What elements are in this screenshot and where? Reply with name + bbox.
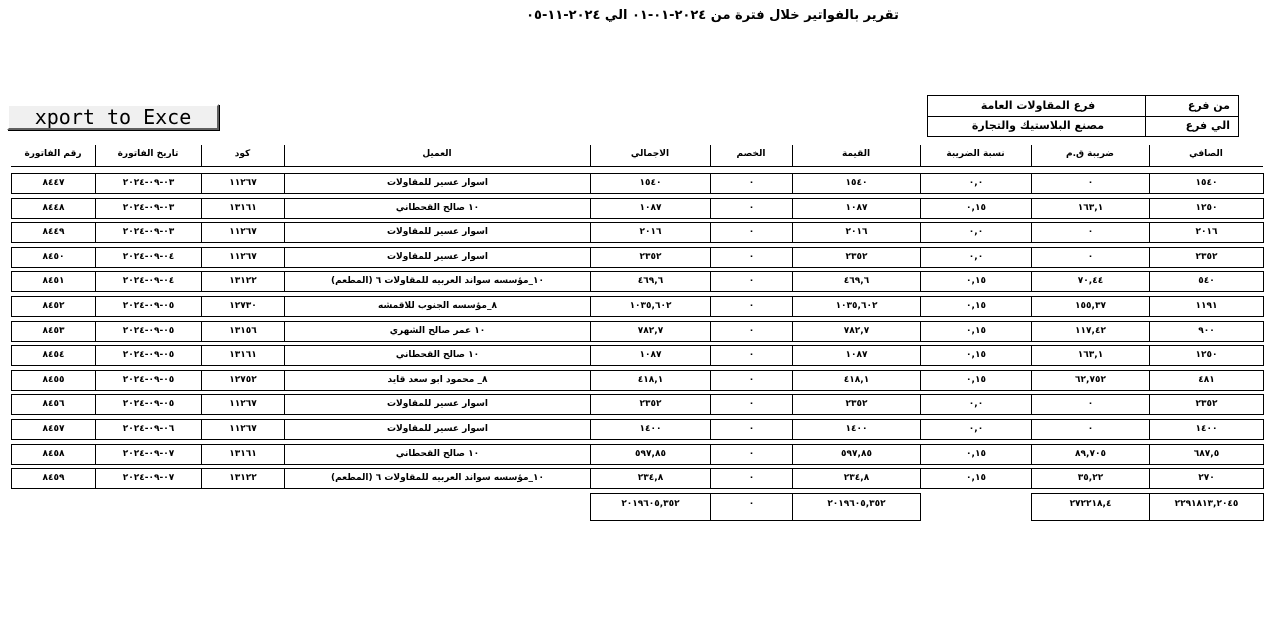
table-row[interactable]	[11, 345, 1263, 366]
cell-customer: اسوار عسير للمقاولات	[284, 222, 591, 243]
cell-total: ١٥٤٠	[590, 173, 711, 194]
cell-value: ١٥٤٠	[792, 173, 921, 194]
header-column-separator	[920, 145, 921, 167]
cell-invoice-date: ٠٥-٠٩-٢٠٢٤	[95, 321, 202, 342]
cell-vat: ٨٩,٧٠٥	[1031, 444, 1150, 465]
cell-invoice-date: ٠٧-٠٩-٢٠٢٤	[95, 468, 202, 489]
cell-net: ١٥٤٠	[1149, 173, 1264, 194]
cell-invoice-no: ٨٤٥٥	[11, 370, 96, 391]
cell-net: ١١٩١	[1149, 296, 1264, 317]
cell-tax-rate: ٠,٠	[920, 394, 1032, 415]
cell-code: ١٣١٢٢	[201, 271, 285, 292]
cell-customer: اسوار عسير للمقاولات	[284, 419, 591, 440]
table-row[interactable]	[11, 222, 1263, 243]
cell-net: ٥٤٠	[1149, 271, 1264, 292]
cell-vat: ٠	[1031, 419, 1150, 440]
cell-vat: ٠	[1031, 394, 1150, 415]
cell-discount: ٠	[710, 222, 793, 243]
cell-vat: ٠	[1031, 247, 1150, 268]
cell-customer: ٨_ محمود ابو سعد قايد	[284, 370, 591, 391]
cell-net: ٢٠١٦	[1149, 222, 1264, 243]
cell-value: ١٤٠٠	[792, 419, 921, 440]
cell-value: ٤٦٩,٦	[792, 271, 921, 292]
table-row[interactable]	[11, 247, 1263, 268]
total-total: ٢٠١٩٦٠٥,٣٥٢	[590, 493, 711, 521]
header-invoice-date: تاريخ الفاتورة	[95, 145, 201, 167]
header-tax-rate: نسبة الضريبة	[920, 145, 1031, 167]
total-discount: ٠	[710, 493, 793, 521]
cell-code: ١٣١٦١	[201, 345, 285, 366]
header-customer: العميل	[284, 145, 590, 167]
table-row[interactable]	[11, 370, 1263, 391]
cell-invoice-no: ٨٤٥٨	[11, 444, 96, 465]
cell-discount: ٠	[710, 370, 793, 391]
cell-total: ١٠٨٧	[590, 345, 711, 366]
cell-invoice-date: ٠٥-٠٩-٢٠٢٤	[95, 296, 202, 317]
cell-invoice-no: ٨٤٥٦	[11, 394, 96, 415]
cell-discount: ٠	[710, 173, 793, 194]
cell-net: ٤٨١	[1149, 370, 1264, 391]
cell-net: ٢٣٥٢	[1149, 247, 1264, 268]
header-code: كود	[201, 145, 284, 167]
total-value: ٢٠١٩٦٠٥,٣٥٢	[792, 493, 921, 521]
cell-tax-rate: ٠,٠	[920, 247, 1032, 268]
cell-invoice-no: ٨٤٥٩	[11, 468, 96, 489]
cell-code: ١٣١٦١	[201, 444, 285, 465]
cell-discount: ٠	[710, 296, 793, 317]
header-column-separator	[1149, 145, 1150, 167]
cell-code: ١٣١٢٢	[201, 468, 285, 489]
cell-vat: ١٥٥,٣٧	[1031, 296, 1150, 317]
cell-customer: ١٠ صالح القحطاني	[284, 198, 591, 219]
table-header-row	[11, 145, 1263, 166]
cell-tax-rate: ٠,٠	[920, 222, 1032, 243]
cell-net: ٢٧٠	[1149, 468, 1264, 489]
cell-customer: ١٠_مؤسسه سواند العربيه للمقاولات ٦ (المطعم)	[284, 271, 591, 292]
cell-tax-rate: ٠,١٥	[920, 198, 1032, 219]
cell-total: ١٠٨٧	[590, 198, 711, 219]
from-branch-label: من فرع	[1187, 99, 1230, 112]
cell-invoice-date: ٠٣-٠٩-٢٠٢٤	[95, 222, 202, 243]
cell-invoice-date: ٠٤-٠٩-٢٠٢٤	[95, 247, 202, 268]
cell-vat: ١٦٣,١	[1031, 345, 1150, 366]
cell-customer: اسوار عسير للمقاولات	[284, 394, 591, 415]
table-row[interactable]	[11, 468, 1263, 489]
cell-discount: ٠	[710, 247, 793, 268]
cell-discount: ٠	[710, 198, 793, 219]
cell-invoice-no: ٨٤٥٠	[11, 247, 96, 268]
cell-customer: اسوار عسير للمقاولات	[284, 173, 591, 194]
cell-invoice-no: ٨٤٤٨	[11, 198, 96, 219]
cell-code: ١١٢٦٧	[201, 222, 285, 243]
cell-net: ١٢٥٠	[1149, 198, 1264, 219]
table-row[interactable]	[11, 271, 1263, 292]
header-column-separator	[710, 145, 711, 167]
cell-invoice-no: ٨٤٥٧	[11, 419, 96, 440]
to-branch-label: الي فرع	[1185, 119, 1230, 132]
cell-vat: ٠	[1031, 222, 1150, 243]
to-branch-value[interactable]: مصنع البلاستيك والتجارة	[971, 119, 1105, 132]
cell-net: ٦٨٧,٥	[1149, 444, 1264, 465]
table-row[interactable]	[11, 321, 1263, 342]
total-net: ٢٢٩١٨١٣,٢٠٤٥	[1149, 493, 1264, 521]
report-title: تقرير بالفواتير خلال فترة من ٢٠٢٤-٠١-٠١ الي ٢٠٢٤-١١-٠٥	[526, 8, 899, 23]
cell-code: ١٢٧٣٠	[201, 296, 285, 317]
cell-total: ٢٠١٦	[590, 222, 711, 243]
header-column-separator	[792, 145, 793, 167]
cell-net: ٢٣٥٢	[1149, 394, 1264, 415]
from-branch-value[interactable]: فرع المقاولات العامة	[980, 99, 1096, 112]
header-column-separator	[1031, 145, 1032, 167]
cell-total: ٤٦٩,٦	[590, 271, 711, 292]
header-invoice-no: رقم الفاتورة	[11, 145, 95, 167]
cell-total: ١٤٠٠	[590, 419, 711, 440]
cell-vat: ١١٧,٤٢	[1031, 321, 1150, 342]
table-row[interactable]	[11, 394, 1263, 415]
from-branch-row	[928, 96, 1238, 117]
header-value: القيمة	[792, 145, 920, 167]
header-net: الصافي	[1149, 145, 1263, 167]
cell-vat: ٧٠,٤٤	[1031, 271, 1150, 292]
cell-invoice-date: ٠٣-٠٩-٢٠٢٤	[95, 173, 202, 194]
cell-tax-rate: ٠,١٥	[920, 321, 1032, 342]
cell-invoice-date: ٠٥-٠٩-٢٠٢٤	[95, 370, 202, 391]
cell-discount: ٠	[710, 345, 793, 366]
cell-total: ٢٣٤,٨	[590, 468, 711, 489]
cell-total: ٢٣٥٢	[590, 247, 711, 268]
header-column-separator	[95, 145, 96, 167]
cell-discount: ٠	[710, 444, 793, 465]
cell-invoice-date: ٠٥-٠٩-٢٠٢٤	[95, 345, 202, 366]
cell-tax-rate: ٠,٠	[920, 173, 1032, 194]
cell-total: ٢٣٥٢	[590, 394, 711, 415]
cell-value: ١٠٨٧	[792, 345, 921, 366]
cell-customer: ١٠ صالح القحطاني	[284, 345, 591, 366]
header-column-separator	[201, 145, 202, 167]
cell-value: ٢٣٥٢	[792, 247, 921, 268]
cell-net: ١٤٠٠	[1149, 419, 1264, 440]
cell-value: ٢٠١٦	[792, 222, 921, 243]
cell-code: ١٣١٦١	[201, 198, 285, 219]
cell-tax-rate: ٠,٠	[920, 419, 1032, 440]
cell-invoice-no: ٨٤٥٤	[11, 345, 96, 366]
to-branch-row	[928, 116, 1238, 136]
cell-customer: اسوار عسير للمقاولات	[284, 247, 591, 268]
cell-code: ١١٢٦٧	[201, 247, 285, 268]
table-row[interactable]	[11, 296, 1263, 317]
cell-value: ٢٣٥٢	[792, 394, 921, 415]
header-discount: الخصم	[710, 145, 792, 167]
cell-tax-rate: ٠,١٥	[920, 271, 1032, 292]
cell-code: ١٣١٥٦	[201, 321, 285, 342]
cell-discount: ٠	[710, 394, 793, 415]
table-row[interactable]	[11, 173, 1263, 194]
cell-vat: ٣٥,٢٢	[1031, 468, 1150, 489]
cell-vat: ٦٢,٧٥٢	[1031, 370, 1150, 391]
cell-tax-rate: ٠,١٥	[920, 444, 1032, 465]
cell-total: ٤١٨,١	[590, 370, 711, 391]
cell-customer: ٨_مؤسسه الجنوب للاقمشه	[284, 296, 591, 317]
cell-value: ١٠٨٧	[792, 198, 921, 219]
cell-invoice-no: ٨٤٥١	[11, 271, 96, 292]
cell-invoice-no: ٨٤٥٢	[11, 296, 96, 317]
cell-invoice-no: ٨٤٥٣	[11, 321, 96, 342]
cell-invoice-date: ٠٤-٠٩-٢٠٢٤	[95, 271, 202, 292]
cell-tax-rate: ٠,١٥	[920, 345, 1032, 366]
cell-vat: ١٦٣,١	[1031, 198, 1150, 219]
table-row[interactable]	[11, 444, 1263, 465]
cell-invoice-date: ٠٧-٠٩-٢٠٢٤	[95, 444, 202, 465]
cell-code: ١٢٧٥٢	[201, 370, 285, 391]
cell-customer: ١٠ عمر صالح الشهري	[284, 321, 591, 342]
cell-total: ٧٨٢,٧	[590, 321, 711, 342]
cell-invoice-date: ٠٥-٠٩-٢٠٢٤	[95, 394, 202, 415]
table-row[interactable]	[11, 419, 1263, 440]
cell-vat: ٠	[1031, 173, 1150, 194]
cell-tax-rate: ٠,١٥	[920, 370, 1032, 391]
cell-customer: ١٠_مؤسسه سواند العربيه للمقاولات ٦ (المطعم)	[284, 468, 591, 489]
header-column-separator	[284, 145, 285, 167]
cell-invoice-no: ٨٤٤٩	[11, 222, 96, 243]
cell-tax-rate: ٠,١٥	[920, 468, 1032, 489]
cell-code: ١١٢٦٧	[201, 394, 285, 415]
totals-row	[11, 493, 1263, 514]
cell-discount: ٠	[710, 321, 793, 342]
cell-value: ٥٩٧,٨٥	[792, 444, 921, 465]
cell-code: ١١٢٦٧	[201, 419, 285, 440]
cell-value: ٤١٨,١	[792, 370, 921, 391]
header-column-separator	[590, 145, 591, 167]
cell-discount: ٠	[710, 468, 793, 489]
cell-value: ٢٣٤,٨	[792, 468, 921, 489]
header-vat: ضريبة ق.م	[1031, 145, 1149, 167]
total-vat: ٢٧٢٢١٨,٤	[1031, 493, 1150, 521]
cell-discount: ٠	[710, 419, 793, 440]
cell-total: ١٠٣٥,٦٠٢	[590, 296, 711, 317]
cell-total: ٥٩٧,٨٥	[590, 444, 711, 465]
table-row[interactable]	[11, 198, 1263, 219]
cell-invoice-date: ٠٦-٠٩-٢٠٢٤	[95, 419, 202, 440]
cell-tax-rate: ٠,١٥	[920, 296, 1032, 317]
cell-customer: ١٠ صالح القحطاني	[284, 444, 591, 465]
cell-invoice-no: ٨٤٤٧	[11, 173, 96, 194]
cell-net: ٩٠٠	[1149, 321, 1264, 342]
cell-code: ١١٢٦٧	[201, 173, 285, 194]
export-to-excel-button[interactable]: xport to Exce	[7, 104, 219, 130]
cell-value: ١٠٣٥,٦٠٢	[792, 296, 921, 317]
cell-net: ١٢٥٠	[1149, 345, 1264, 366]
header-total: الاجمالي	[590, 145, 710, 167]
cell-discount: ٠	[710, 271, 793, 292]
cell-invoice-date: ٠٣-٠٩-٢٠٢٤	[95, 198, 202, 219]
cell-value: ٧٨٢,٧	[792, 321, 921, 342]
branch-filter	[927, 95, 1239, 137]
